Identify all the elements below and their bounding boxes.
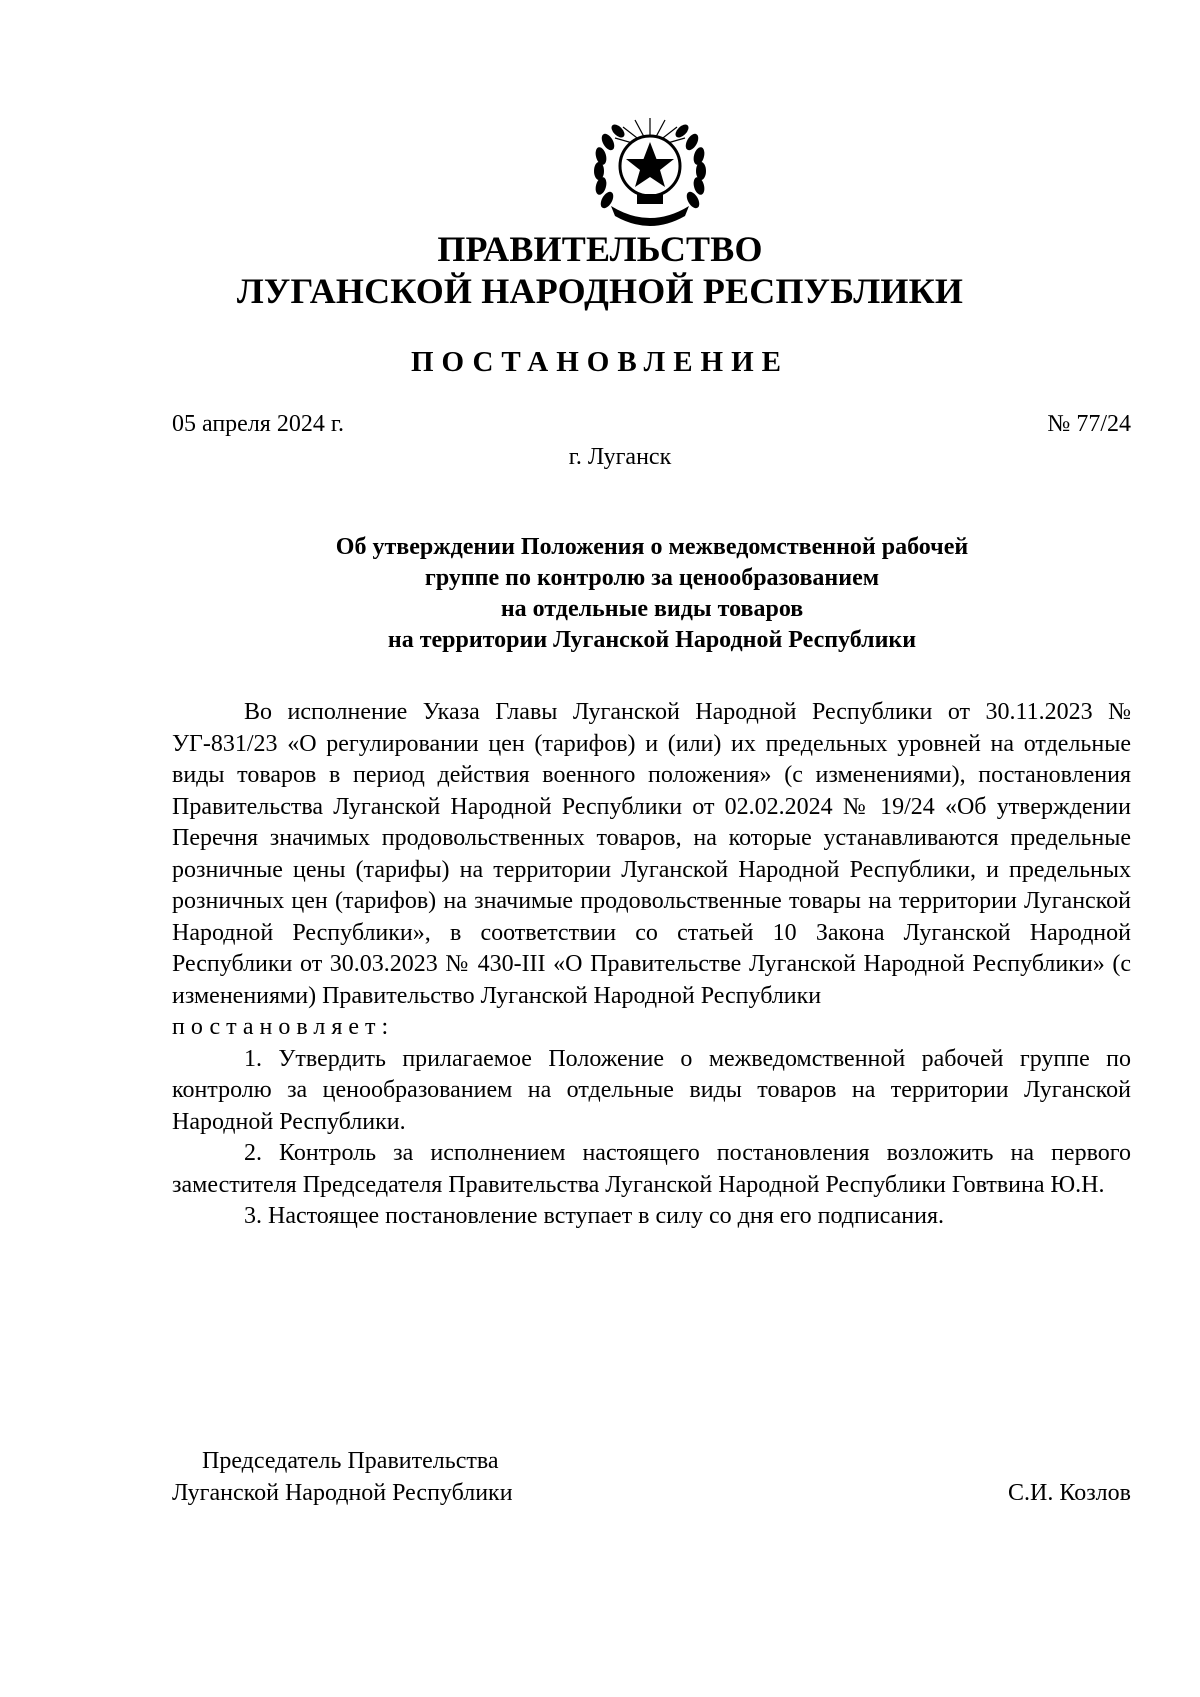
- preamble-paragraph: Во исполнение Указа Главы Луганской Народной Республики от 30.11.2023 № УГ-831/23 «О регулировании цен (тарифов) и (или) их предельных уровней на отдельные виды товаров в период действия военного положения» (с изменениями), постановления Правительства Луганской Народной Республики от 02.02.2024 № 19/24 «Об утверждении Перечня значимых продовольственных товаров, на которые устанавливаются предельные розничные цены (тарифы) на территории Луганской Народной Республики, и предельных розничных цен (тарифов) на значимые продовольственные товары на территории Луганской Народной Республики», в соответствии со статьей 10 Закона Луганской Народной Республики от 30.03.2023 № 430-III «О Правительстве Луганской Народной Республики» (с изменениями) Правительство Луганской Народной Республики: [172, 699, 1131, 1009]
- item-paragraph-3: 3. Настоящее постановление вступает в силу со дня его подписания.: [244, 1203, 945, 1229]
- subject-line: на отдельные виды товаров: [500, 596, 804, 622]
- document-city: г. Луганск: [568, 444, 672, 470]
- subject-line: группе по контролю за ценообразованием: [424, 565, 880, 591]
- document-number: № 77/24: [1047, 411, 1131, 437]
- item-paragraph-1: 1. Утвердить прилагаемое Положение о межведомственной рабочей группе по контролю за ценообразованием на отдельные виды товаров на территории Луганской Народной Республики.: [172, 1045, 1131, 1135]
- subject-line: на территории Луганской Народной Республики: [387, 627, 917, 653]
- resolves-word: постановляет:: [172, 1014, 395, 1040]
- document-type: ПОСТАНОВЛЕНИЕ: [410, 346, 789, 378]
- signatory-title-line1: Председатель Правительства: [202, 1448, 499, 1474]
- subject-line: Об утверждении Положения о межведомственной рабочей: [335, 534, 969, 560]
- republic-emblem-icon: [585, 108, 715, 226]
- gov-title-line1: ПРАВИТЕЛЬСТВО: [437, 229, 763, 269]
- document-subject: [172, 532, 1132, 656]
- signatory-name: С.И. Козлов: [1008, 1480, 1131, 1506]
- document-body: [172, 697, 1131, 1233]
- signatory-title-line2: Луганской Народной Республики: [172, 1480, 513, 1506]
- document-date: 05 апреля 2024 г.: [172, 411, 344, 437]
- item-paragraph-2: 2. Контроль за исполнением настоящего постановления возложить на первого заместителя Председателя Правительства Луганской Народной Республики Говтвина Ю.Н.: [172, 1140, 1131, 1198]
- gov-title-line2: ЛУГАНСКОЙ НАРОДНОЙ РЕСПУБЛИКИ: [236, 271, 964, 311]
